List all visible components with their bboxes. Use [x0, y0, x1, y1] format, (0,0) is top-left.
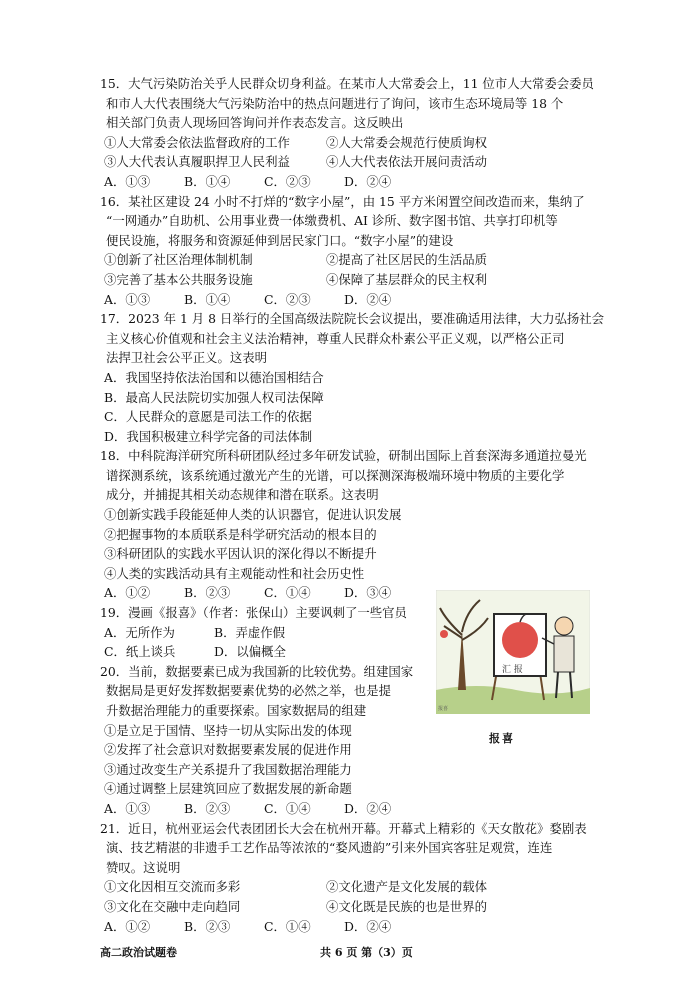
question-stem-line: 谱探测系统，该系统通过激光产生的光谱，可以探测深海极端环境中物质的主要化学 — [106, 467, 565, 483]
answer-choice: D．②④ — [344, 291, 392, 307]
option: ③人大代表认真履职捍卫人民利益 — [104, 154, 290, 170]
option: ④保障了基层群众的民主权利 — [326, 271, 488, 287]
option: ③科研团队的实践水平因认识的深化得以不断提升 — [104, 546, 377, 562]
questions — [100, 74, 630, 936]
option: ③完善了基本公共服务设施 — [104, 271, 253, 287]
question-18 — [100, 446, 630, 603]
question-stem-line: 和市人大代表围绕大气污染防治中的热点问题进行了询问，该市生态环境局等 18 个 — [106, 95, 564, 111]
cartoon-small-label: 报喜 — [438, 706, 449, 712]
painter-head-icon — [555, 617, 573, 635]
option: ③文化在交融中走向趋同 — [104, 898, 241, 914]
question-stem-line: 演、技艺精湛的非遗手工艺作品等浓浓的“婺风遗韵”引来外国宾客驻足观赏，连连 — [106, 840, 553, 856]
option: ①是立足于国情、坚持一切从实际出发的体现 — [104, 722, 352, 738]
question-stem-line: 18．中科院海洋研究所科研团队经过多年研发试验，研制出国际上首套深海多通道拉曼光 — [100, 448, 587, 464]
answer-choice: B．②③ — [184, 585, 231, 601]
answer-choice: D．以偏概全 — [214, 644, 286, 660]
question-stem-line: 成分，并捕捉其相关动态规律和潜在联系。这表明 — [106, 487, 379, 503]
question-17 — [100, 309, 630, 446]
option: ①文化因相互交流而多彩 — [104, 879, 241, 895]
option: ②提高了社区居民的生活品质 — [326, 252, 488, 268]
question-stem-line: 15．大气污染防治关乎人民群众切身利益。在某市人大常委会上，11 位市人大常委会委员 — [100, 76, 594, 91]
answer-choice: D．③④ — [344, 585, 392, 601]
answer-choice: C．①④ — [264, 800, 311, 816]
question-stem-line: 主义核心价值观和社会主义法治精神，尊重人民群众朴素公平正义观，以严格公正司 — [106, 330, 565, 346]
question-stem-line: 16．某社区建设 24 小时不打烊的“数字小屋”，由 15 平方米闲置空间改造而来，集纳了 — [100, 193, 585, 209]
option: ④人大代表依法开展问责活动 — [326, 154, 488, 170]
page-footer — [100, 944, 630, 960]
answer-choice: D．②④ — [344, 800, 392, 816]
question-stem-line: 20．当前，数据要素已成为我国新的比较优势。组建国家 — [100, 663, 414, 679]
cartoon-caption: 报喜 — [489, 732, 515, 745]
question-stem-line: 数据局是更好发挥数据要素优势的必然之举，也是提 — [106, 683, 391, 699]
answer-choice: C．纸上谈兵 — [104, 644, 176, 660]
answer-choice: A．①③ — [104, 291, 151, 307]
question-stem-line: 19．漫画《报喜》（作者：张保山）主要讽刺了一些官员 — [100, 605, 407, 621]
answer-choice: C．②③ — [264, 173, 311, 189]
footer-exam-title: 高二政治试题卷 — [100, 946, 177, 959]
option: ③通过改变生产关系提升了我国数据治理能力 — [104, 761, 352, 777]
answer-choice: C．人民群众的意愿是司法工作的依据 — [104, 409, 312, 425]
answer-choice: D．②④ — [344, 173, 392, 189]
option: ①人大常委会依法监督政府的工作 — [104, 134, 290, 150]
answer-choice: A．①③ — [104, 173, 151, 189]
question-16 — [100, 192, 630, 310]
painter-body-icon — [554, 636, 574, 672]
option: ②文化遗产是文化发展的载体 — [326, 879, 488, 895]
answer-choice: A．①② — [104, 585, 151, 601]
answer-choice: B．②③ — [184, 918, 231, 934]
question-stem-line: 法捍卫社会公平正义。这表明 — [106, 350, 268, 366]
question-stem-line: “一网通办”自助机、公用事业费一体缴费机、AI 诊所、数字图书馆、共享打印机等 — [106, 213, 558, 229]
question-stem-line: 便民设施，将服务和资源延伸到居民家门口。“数字小屋”的建设 — [106, 232, 454, 248]
option: ④通过调整上层建筑回应了数据发展的新命题 — [104, 781, 352, 797]
option: ④人类的实践活动具有主观能动性和社会历史性 — [104, 565, 365, 581]
option: ④文化既是民族的也是世界的 — [326, 898, 488, 914]
answer-choice: B．②③ — [184, 800, 231, 816]
question-15 — [100, 74, 630, 192]
question-stem-line: 17．2023 年 1 月 8 日举行的全国高级法院院长会议提出，要准确适用法律，大力弘扬社会 — [100, 311, 605, 327]
answer-choice: A．①③ — [104, 800, 151, 816]
option: ①创新实践手段能延伸人类的认识器官，促进认识发展 — [104, 507, 402, 523]
option: ②发挥了社会意识对数据要素发展的促进作用 — [104, 742, 352, 758]
answer-choice: B．弄虚作假 — [214, 624, 286, 640]
answer-choice: A．无所作为 — [104, 624, 175, 640]
answer-choice: D．我国积极建立科学完备的司法体制 — [104, 428, 313, 444]
cartoon-illustration — [436, 590, 590, 714]
answer-choice: A．我国坚持依法治国和以德治国相结合 — [104, 369, 324, 385]
answer-choice: C．②③ — [264, 291, 311, 307]
option: ①创新了社区治理体制机制 — [104, 252, 253, 268]
question-21 — [100, 819, 630, 937]
question-stem-line: 相关部门负责人现场回答询问并作表态发言。这反映出 — [106, 115, 404, 131]
question-stem-line: 21．近日，杭州亚运会代表团团长大会在杭州开幕。开幕式上精彩的《天女散花》婺剧表 — [100, 820, 587, 836]
option: ②把握事物的本质联系是科学研究活动的根本目的 — [104, 526, 377, 542]
question-stem-line: 升数据治理能力的重要探索。国家数据局的组建 — [106, 703, 367, 718]
answer-choice: A．①② — [104, 918, 151, 934]
small-fruit-icon — [440, 630, 448, 638]
option: ②人大常委会规范行使质询权 — [326, 134, 488, 150]
footer-page-number: 共 6 页 第（3）页 — [320, 946, 413, 959]
answer-choice: C．①④ — [264, 585, 311, 601]
answer-choice: B．①④ — [184, 173, 231, 189]
answer-choice: D．②④ — [344, 918, 392, 934]
painting-sign: 汇 报 — [502, 665, 523, 675]
big-fruit-painting-icon — [502, 622, 538, 658]
answer-choice: C．①④ — [264, 918, 311, 934]
question-stem-line: 赞叹。这说明 — [106, 859, 181, 875]
answer-choice: B．最高人民法院切实加强人权司法保障 — [104, 389, 324, 405]
answer-choice: B．①④ — [184, 291, 231, 307]
